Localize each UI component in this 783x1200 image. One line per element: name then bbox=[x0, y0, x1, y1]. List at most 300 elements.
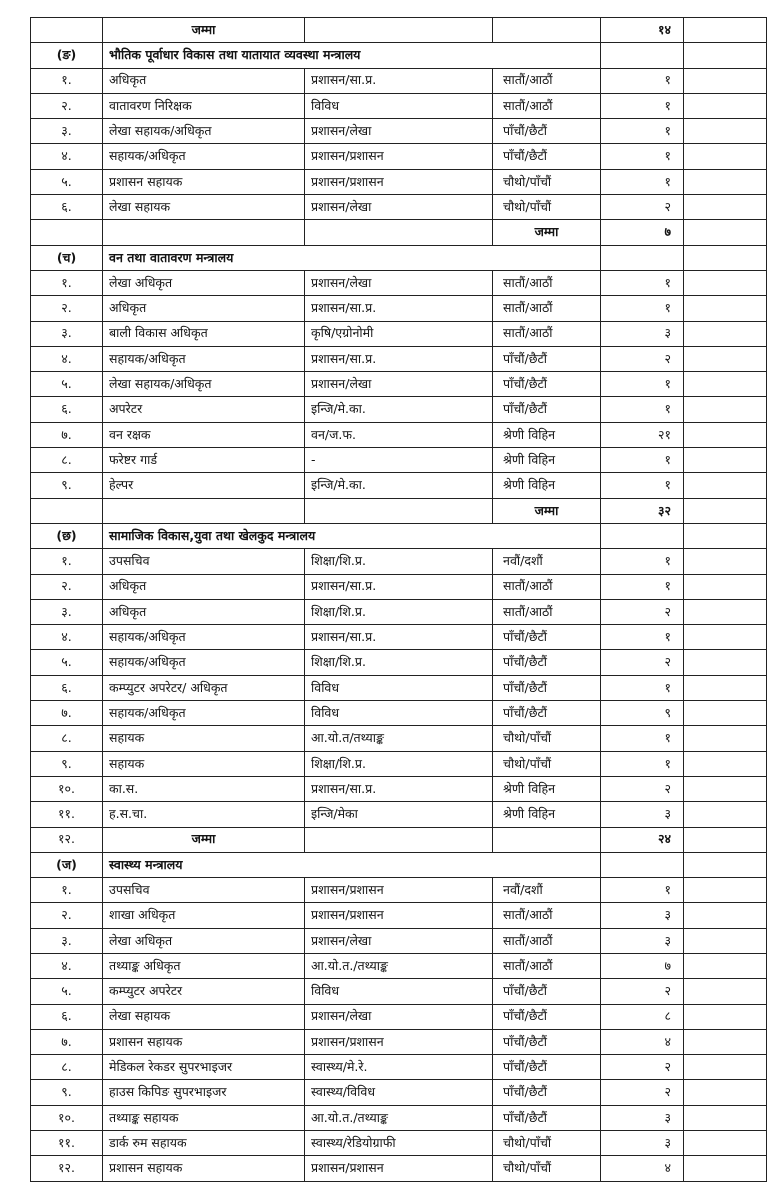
level: पाँचौं/छैटौं bbox=[493, 1004, 601, 1029]
service-group: प्रशासन/सा.प्र. bbox=[305, 296, 493, 321]
service-group: इन्जि/मे.का. bbox=[305, 397, 493, 422]
post-count: ३ bbox=[601, 1131, 684, 1156]
empty-cell bbox=[684, 549, 767, 574]
post-name: तथ्याङ्क सहायक bbox=[103, 1105, 305, 1130]
empty-cell bbox=[684, 448, 767, 473]
empty-cell bbox=[684, 1029, 767, 1054]
post-count: १ bbox=[601, 93, 684, 118]
empty-cell bbox=[684, 346, 767, 371]
table-row bbox=[31, 346, 767, 371]
serial-number: १२. bbox=[31, 827, 103, 852]
table-row bbox=[31, 878, 767, 903]
service-group: प्रशासन/सा.प्र. bbox=[305, 776, 493, 801]
post-name: फरेष्टर गार्ड bbox=[103, 448, 305, 473]
empty-cell bbox=[493, 18, 601, 43]
post-name: लेखा अधिकृत bbox=[103, 928, 305, 953]
level: श्रेणी विहिन bbox=[493, 473, 601, 498]
level: पाँचौं/छैटौं bbox=[493, 1029, 601, 1054]
table-row bbox=[31, 979, 767, 1004]
total-count: १४ bbox=[601, 18, 684, 43]
service-group: शिक्षा/शि.प्र. bbox=[305, 650, 493, 675]
table-row bbox=[31, 321, 767, 346]
service-group: इन्जि/मे.का. bbox=[305, 473, 493, 498]
serial-number: ५. bbox=[31, 650, 103, 675]
post-count: १ bbox=[601, 372, 684, 397]
level: सातौं/आठौं bbox=[493, 903, 601, 928]
level: सातौं/आठौं bbox=[493, 953, 601, 978]
post-name: अधिकृत bbox=[103, 574, 305, 599]
post-count: ३ bbox=[601, 802, 684, 827]
post-name: हाउस किपिङ सुपरभाइजर bbox=[103, 1080, 305, 1105]
post-name: बाली विकास अधिकृत bbox=[103, 321, 305, 346]
post-name: कम्प्युटर अपरेटर/ अधिकृत bbox=[103, 675, 305, 700]
table-row bbox=[31, 422, 767, 447]
table-row bbox=[31, 270, 767, 295]
level: श्रेणी विहिन bbox=[493, 422, 601, 447]
serial-number: १. bbox=[31, 270, 103, 295]
empty-cell bbox=[684, 397, 767, 422]
serial-number: २. bbox=[31, 574, 103, 599]
table-row bbox=[31, 93, 767, 118]
post-count: १ bbox=[601, 574, 684, 599]
post-count: १ bbox=[601, 751, 684, 776]
post-name: लेखा सहायक/अधिकृत bbox=[103, 372, 305, 397]
table-row bbox=[31, 574, 767, 599]
post-count: ९ bbox=[601, 701, 684, 726]
service-group: शिक्षा/शि.प्र. bbox=[305, 751, 493, 776]
post-name: का.स. bbox=[103, 776, 305, 801]
post-name: वन रक्षक bbox=[103, 422, 305, 447]
section-letter: (च) bbox=[31, 245, 103, 270]
serial-number bbox=[31, 18, 103, 43]
service-group: वन/ज.फ. bbox=[305, 422, 493, 447]
table-row bbox=[31, 473, 767, 498]
service-group: प्रशासन/सा.प्र. bbox=[305, 68, 493, 93]
ministry-title: स्वास्थ्य मन्त्रालय bbox=[103, 852, 601, 877]
post-count: ४ bbox=[601, 1156, 684, 1181]
service-group: विविध bbox=[305, 979, 493, 1004]
level: श्रेणी विहिन bbox=[493, 776, 601, 801]
post-name: सहायक/अधिकृत bbox=[103, 701, 305, 726]
level: पाँचौं/छैटौं bbox=[493, 372, 601, 397]
total-label: जम्मा bbox=[103, 18, 305, 43]
post-name: सहायक bbox=[103, 751, 305, 776]
post-count: १ bbox=[601, 296, 684, 321]
post-name: अधिकृत bbox=[103, 296, 305, 321]
post-name: डार्क रुम सहायक bbox=[103, 1131, 305, 1156]
service-group: आ.यो.त./तथ्याङ्क bbox=[305, 953, 493, 978]
serial-number: ९. bbox=[31, 473, 103, 498]
level: पाँचौं/छैटौं bbox=[493, 675, 601, 700]
serial-number: १. bbox=[31, 549, 103, 574]
post-count: १ bbox=[601, 397, 684, 422]
level: सातौं/आठौं bbox=[493, 68, 601, 93]
empty-cell bbox=[684, 220, 767, 245]
level: सातौं/आठौं bbox=[493, 296, 601, 321]
post-count: ३ bbox=[601, 321, 684, 346]
post-name: मेडिकल रेकडर सुपरभाइजर bbox=[103, 1055, 305, 1080]
service-group: प्रशासन/लेखा bbox=[305, 270, 493, 295]
empty-cell bbox=[684, 169, 767, 194]
section-letter: (छ) bbox=[31, 523, 103, 548]
level: श्रेणी विहिन bbox=[493, 448, 601, 473]
table-row bbox=[31, 169, 767, 194]
service-group: विविध bbox=[305, 93, 493, 118]
table-row bbox=[31, 1004, 767, 1029]
level: पाँचौं/छैटौं bbox=[493, 701, 601, 726]
post-count: २१ bbox=[601, 422, 684, 447]
empty-cell bbox=[103, 220, 305, 245]
empty-cell bbox=[684, 574, 767, 599]
table-row bbox=[31, 928, 767, 953]
serial-number: ७. bbox=[31, 422, 103, 447]
serial-number: ३. bbox=[31, 928, 103, 953]
serial-number: १२. bbox=[31, 1156, 103, 1181]
empty-cell bbox=[684, 321, 767, 346]
empty-cell bbox=[684, 43, 767, 68]
post-name: प्रशासन सहायक bbox=[103, 1029, 305, 1054]
post-name: कम्प्युटर अपरेटर bbox=[103, 979, 305, 1004]
empty-cell bbox=[601, 43, 684, 68]
table-row bbox=[31, 726, 767, 751]
empty-cell bbox=[305, 498, 493, 523]
service-group: प्रशासन/लेखा bbox=[305, 119, 493, 144]
serial-number: ५. bbox=[31, 372, 103, 397]
table-row bbox=[31, 802, 767, 827]
table-row bbox=[31, 751, 767, 776]
table-row bbox=[31, 675, 767, 700]
post-count: २ bbox=[601, 1055, 684, 1080]
post-name: सहायक/अधिकृत bbox=[103, 650, 305, 675]
total-count: ७ bbox=[601, 220, 684, 245]
empty-cell bbox=[684, 979, 767, 1004]
level: पाँचौं/छैटौं bbox=[493, 979, 601, 1004]
service-group: प्रशासन/सा.प्र. bbox=[305, 574, 493, 599]
service-group: प्रशासन/प्रशासन bbox=[305, 1156, 493, 1181]
post-name: वातावरण निरिक्षक bbox=[103, 93, 305, 118]
level: पाँचौं/छैटौं bbox=[493, 1055, 601, 1080]
level: श्रेणी विहिन bbox=[493, 802, 601, 827]
level: पाँचौं/छैटौं bbox=[493, 119, 601, 144]
service-group: प्रशासन/प्रशासन bbox=[305, 878, 493, 903]
post-name: अधिकृत bbox=[103, 68, 305, 93]
level: सातौं/आठौं bbox=[493, 599, 601, 624]
table-row bbox=[31, 68, 767, 93]
serial-number: ८. bbox=[31, 1055, 103, 1080]
post-name: शाखा अधिकृत bbox=[103, 903, 305, 928]
serial-number bbox=[31, 498, 103, 523]
table-row bbox=[31, 549, 767, 574]
serial-number: ११. bbox=[31, 802, 103, 827]
service-group: प्रशासन/सा.प्र. bbox=[305, 625, 493, 650]
post-count: ७ bbox=[601, 953, 684, 978]
post-count: १ bbox=[601, 144, 684, 169]
section-letter: (ङ) bbox=[31, 43, 103, 68]
level: पाँचौं/छैटौं bbox=[493, 1105, 601, 1130]
table-row bbox=[31, 776, 767, 801]
staffing-table bbox=[30, 17, 767, 1182]
empty-cell bbox=[684, 195, 767, 220]
serial-number: ४. bbox=[31, 144, 103, 169]
post-name: लेखा सहायक bbox=[103, 1004, 305, 1029]
level: चौथो/पाँचौं bbox=[493, 1156, 601, 1181]
service-group: इन्जि/मेका bbox=[305, 802, 493, 827]
empty-cell bbox=[305, 827, 493, 852]
empty-cell bbox=[684, 144, 767, 169]
empty-cell bbox=[684, 599, 767, 624]
empty-cell bbox=[684, 625, 767, 650]
service-group: कृषि/एग्रोनोमी bbox=[305, 321, 493, 346]
empty-cell bbox=[601, 245, 684, 270]
service-group: स्वास्थ्य/विविध bbox=[305, 1080, 493, 1105]
empty-cell bbox=[684, 1156, 767, 1181]
post-name: अधिकृत bbox=[103, 599, 305, 624]
empty-cell bbox=[684, 776, 767, 801]
empty-cell bbox=[684, 827, 767, 852]
service-group: प्रशासन/लेखा bbox=[305, 928, 493, 953]
service-group: आ.यो.त./तथ्याङ्क bbox=[305, 1105, 493, 1130]
section-letter: (ज) bbox=[31, 852, 103, 877]
table-row bbox=[31, 599, 767, 624]
post-count: ३ bbox=[601, 903, 684, 928]
serial-number: ३. bbox=[31, 321, 103, 346]
serial-number: २. bbox=[31, 93, 103, 118]
service-group: प्रशासन/प्रशासन bbox=[305, 903, 493, 928]
serial-number: ३. bbox=[31, 599, 103, 624]
post-count: १ bbox=[601, 625, 684, 650]
empty-cell bbox=[684, 245, 767, 270]
empty-cell bbox=[684, 650, 767, 675]
serial-number: ४. bbox=[31, 625, 103, 650]
level: नवौं/दशौं bbox=[493, 549, 601, 574]
empty-cell bbox=[684, 1004, 767, 1029]
table-row bbox=[31, 1156, 767, 1181]
post-count: १ bbox=[601, 878, 684, 903]
serial-number: ४. bbox=[31, 953, 103, 978]
empty-cell bbox=[601, 523, 684, 548]
table-row bbox=[31, 119, 767, 144]
empty-cell bbox=[601, 852, 684, 877]
post-name: लेखा सहायक bbox=[103, 195, 305, 220]
level: पाँचौं/छैटौं bbox=[493, 650, 601, 675]
empty-cell bbox=[684, 1055, 767, 1080]
total-count: ३२ bbox=[601, 498, 684, 523]
level: चौथो/पाँचौं bbox=[493, 169, 601, 194]
serial-number: ७. bbox=[31, 1029, 103, 1054]
empty-cell bbox=[684, 473, 767, 498]
post-count: ३ bbox=[601, 928, 684, 953]
post-count: २ bbox=[601, 599, 684, 624]
post-name: लेखा अधिकृत bbox=[103, 270, 305, 295]
empty-cell bbox=[305, 18, 493, 43]
level: चौथो/पाँचौं bbox=[493, 1131, 601, 1156]
serial-number: ६. bbox=[31, 1004, 103, 1029]
serial-number: ७. bbox=[31, 701, 103, 726]
table-row bbox=[31, 1105, 767, 1130]
serial-number: ३. bbox=[31, 119, 103, 144]
level: पाँचौं/छैटौं bbox=[493, 1080, 601, 1105]
table-row bbox=[31, 372, 767, 397]
post-name: तथ्याङ्क अधिकृत bbox=[103, 953, 305, 978]
total-row bbox=[31, 827, 767, 852]
serial-number: ६. bbox=[31, 397, 103, 422]
serial-number: २. bbox=[31, 903, 103, 928]
service-group: प्रशासन/सा.प्र. bbox=[305, 346, 493, 371]
post-count: १ bbox=[601, 726, 684, 751]
ministry-title: भौतिक पूर्वाधार विकास तथा यातायात व्यवस्था मन्त्रालय bbox=[103, 43, 601, 68]
post-count: २ bbox=[601, 195, 684, 220]
post-count: १ bbox=[601, 119, 684, 144]
table-row bbox=[31, 625, 767, 650]
empty-cell bbox=[684, 68, 767, 93]
post-count: १ bbox=[601, 448, 684, 473]
serial-number: १. bbox=[31, 878, 103, 903]
post-name: प्रशासन सहायक bbox=[103, 169, 305, 194]
level: चौथो/पाँचौं bbox=[493, 195, 601, 220]
table-row bbox=[31, 144, 767, 169]
post-name: ह.स.चा. bbox=[103, 802, 305, 827]
table-row bbox=[31, 650, 767, 675]
total-count: २४ bbox=[601, 827, 684, 852]
empty-cell bbox=[684, 903, 767, 928]
level: पाँचौं/छैटौं bbox=[493, 144, 601, 169]
empty-cell bbox=[684, 18, 767, 43]
serial-number: ५. bbox=[31, 979, 103, 1004]
post-name: लेखा सहायक/अधिकृत bbox=[103, 119, 305, 144]
post-name: सहायक/अधिकृत bbox=[103, 625, 305, 650]
empty-cell bbox=[684, 93, 767, 118]
table-row bbox=[31, 1131, 767, 1156]
empty-cell bbox=[684, 119, 767, 144]
post-name: उपसचिव bbox=[103, 549, 305, 574]
post-name: सहायक/अधिकृत bbox=[103, 144, 305, 169]
serial-number: ९. bbox=[31, 1080, 103, 1105]
post-count: २ bbox=[601, 346, 684, 371]
level: सातौं/आठौं bbox=[493, 93, 601, 118]
empty-cell bbox=[684, 1080, 767, 1105]
post-name: सहायक bbox=[103, 726, 305, 751]
table-row bbox=[31, 1080, 767, 1105]
level: सातौं/आठौं bbox=[493, 321, 601, 346]
level: पाँचौं/छैटौं bbox=[493, 397, 601, 422]
serial-number: २. bbox=[31, 296, 103, 321]
serial-number: ११. bbox=[31, 1131, 103, 1156]
table-row bbox=[31, 397, 767, 422]
table-row bbox=[31, 701, 767, 726]
post-count: १ bbox=[601, 473, 684, 498]
table-row bbox=[31, 195, 767, 220]
post-name: उपसचिव bbox=[103, 878, 305, 903]
table-row bbox=[31, 1029, 767, 1054]
ministry-title: वन तथा वातावरण मन्त्रालय bbox=[103, 245, 601, 270]
post-name: सहायक/अधिकृत bbox=[103, 346, 305, 371]
empty-cell bbox=[684, 928, 767, 953]
total-row bbox=[31, 220, 767, 245]
service-group: विविध bbox=[305, 701, 493, 726]
section-heading-row bbox=[31, 245, 767, 270]
empty-cell bbox=[684, 372, 767, 397]
empty-cell bbox=[305, 220, 493, 245]
table-row bbox=[31, 448, 767, 473]
empty-cell bbox=[103, 498, 305, 523]
total-row bbox=[31, 18, 767, 43]
empty-cell bbox=[684, 523, 767, 548]
level: पाँचौं/छैटौं bbox=[493, 346, 601, 371]
service-group: स्वास्थ्य/रेडियोग्राफी bbox=[305, 1131, 493, 1156]
level: पाँचौं/छैटौं bbox=[493, 625, 601, 650]
empty-cell bbox=[684, 726, 767, 751]
serial-number bbox=[31, 220, 103, 245]
empty-cell bbox=[684, 498, 767, 523]
service-group: विविध bbox=[305, 675, 493, 700]
ministry-title: सामाजिक विकास,युवा तथा खेलकुद मन्त्रालय bbox=[103, 523, 601, 548]
service-group: प्रशासन/लेखा bbox=[305, 372, 493, 397]
empty-cell bbox=[684, 296, 767, 321]
section-heading-row bbox=[31, 852, 767, 877]
total-label: जम्मा bbox=[493, 498, 601, 523]
serial-number: ४. bbox=[31, 346, 103, 371]
serial-number: १०. bbox=[31, 1105, 103, 1130]
level: नवौं/दशौं bbox=[493, 878, 601, 903]
total-row bbox=[31, 498, 767, 523]
serial-number: ५. bbox=[31, 169, 103, 194]
service-group: शिक्षा/शि.प्र. bbox=[305, 549, 493, 574]
empty-cell bbox=[684, 878, 767, 903]
empty-cell bbox=[684, 422, 767, 447]
table-row bbox=[31, 953, 767, 978]
post-count: २ bbox=[601, 1080, 684, 1105]
post-count: २ bbox=[601, 776, 684, 801]
service-group: प्रशासन/प्रशासन bbox=[305, 1029, 493, 1054]
serial-number: ८. bbox=[31, 448, 103, 473]
empty-cell bbox=[684, 802, 767, 827]
total-label: जम्मा bbox=[103, 827, 305, 852]
empty-cell bbox=[684, 1131, 767, 1156]
post-count: १ bbox=[601, 169, 684, 194]
total-label: जम्मा bbox=[493, 220, 601, 245]
post-count: १ bbox=[601, 675, 684, 700]
post-name: प्रशासन सहायक bbox=[103, 1156, 305, 1181]
post-count: ८ bbox=[601, 1004, 684, 1029]
post-name: अपरेटर bbox=[103, 397, 305, 422]
level: सातौं/आठौं bbox=[493, 928, 601, 953]
level: चौथो/पाँचौं bbox=[493, 751, 601, 776]
post-name: हेल्पर bbox=[103, 473, 305, 498]
empty-cell bbox=[684, 701, 767, 726]
service-group: प्रशासन/प्रशासन bbox=[305, 144, 493, 169]
section-heading-row bbox=[31, 43, 767, 68]
post-count: २ bbox=[601, 650, 684, 675]
serial-number: ६. bbox=[31, 195, 103, 220]
post-count: २ bbox=[601, 979, 684, 1004]
serial-number: ८. bbox=[31, 726, 103, 751]
service-group: - bbox=[305, 448, 493, 473]
serial-number: ९. bbox=[31, 751, 103, 776]
table-row bbox=[31, 903, 767, 928]
empty-cell bbox=[684, 1105, 767, 1130]
empty-cell bbox=[493, 827, 601, 852]
serial-number: १. bbox=[31, 68, 103, 93]
service-group: प्रशासन/लेखा bbox=[305, 1004, 493, 1029]
table-row bbox=[31, 1055, 767, 1080]
post-count: ३ bbox=[601, 1105, 684, 1130]
empty-cell bbox=[684, 270, 767, 295]
empty-cell bbox=[684, 852, 767, 877]
post-count: १ bbox=[601, 549, 684, 574]
post-count: ४ bbox=[601, 1029, 684, 1054]
level: चौथो/पाँचौं bbox=[493, 726, 601, 751]
section-heading-row bbox=[31, 523, 767, 548]
